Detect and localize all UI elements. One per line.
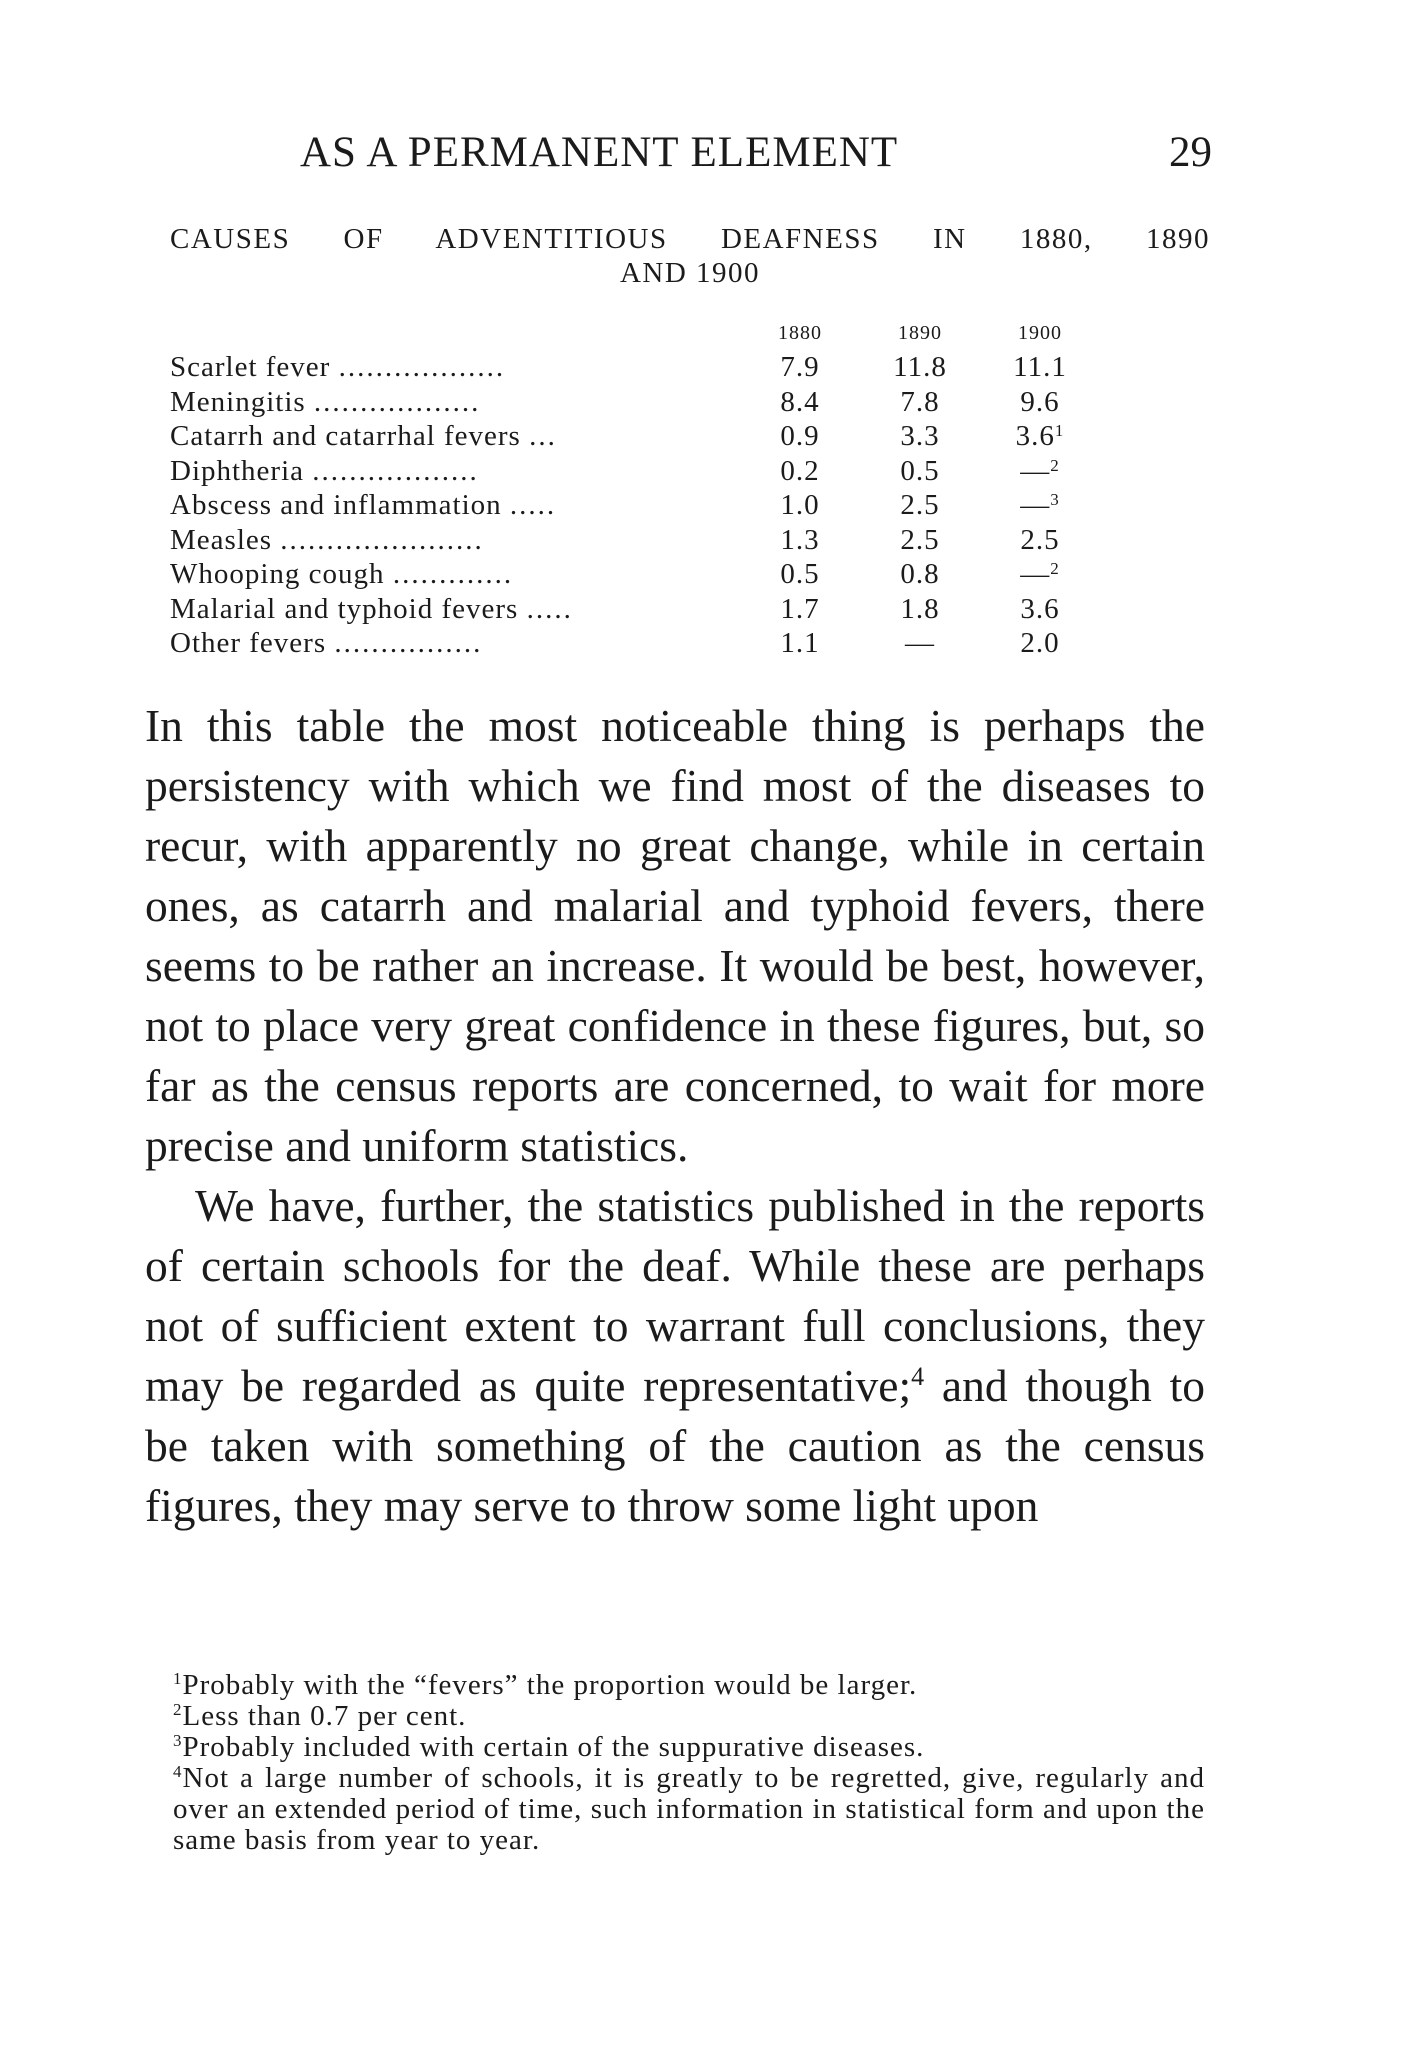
row-label: Diphtheria (170, 454, 305, 487)
footnote-marker: 2 (1050, 455, 1060, 475)
row-label-cell (170, 592, 740, 627)
row-label-cell (170, 419, 740, 454)
footnotes (145, 1670, 1205, 1856)
value-1900: 2.5 (1020, 523, 1060, 556)
row-label-cell (170, 350, 740, 385)
paragraph-1: In this table the most noticeable thing is perhaps the persistency with which we find most of the diseases to recur, with apparently no great change, while in certain ones, as catarrh and malarial and typhoid fevers, there seems to be rather an increase. It would be best, however, not to place very great confidence in these figures, but, so far as the census reports are concerned, to wait for more precise and uniform statistics. (145, 700, 1205, 1171)
value-1900-cell (980, 557, 1100, 592)
value-1900-cell (980, 350, 1100, 385)
footnote-text: Not a large number of schools, it is greatly to be regretted, give, regularly and over an extended period of time, such information in statistical form and upon the same basis from year to year. (173, 1762, 1205, 1856)
footnote-reference-4: 4 (911, 1362, 925, 1391)
table-row (170, 488, 1100, 523)
dot-leader: ............. (392, 558, 514, 590)
value-1890: 2.5 (900, 523, 940, 556)
dot-leader: ..... (509, 489, 557, 521)
value-1900: 11.1 (1013, 351, 1067, 383)
dot-leader: .................. (338, 351, 506, 383)
value-1900: — (1020, 558, 1051, 590)
value-1890: 0.5 (900, 454, 940, 487)
value-1890: 2.5 (900, 489, 940, 521)
value-1880: 0.2 (780, 454, 820, 487)
row-label: Whooping cough (170, 558, 385, 590)
value-1890: 7.8 (900, 385, 940, 418)
value-1900-cell (980, 454, 1100, 489)
deafness-causes-table (170, 318, 1100, 661)
value-1900: — (1020, 454, 1051, 487)
table-row (170, 419, 1100, 454)
value-1880: 0.9 (780, 420, 820, 452)
value-1900: 3.6 (1015, 420, 1055, 452)
value-1900: — (1020, 489, 1051, 521)
value-1900-cell (980, 419, 1100, 454)
table-caption-line-2: AND 1900 (619, 257, 761, 289)
footnote-3 (145, 1732, 1205, 1763)
value-1900-cell (980, 626, 1100, 661)
value-1880: 0.5 (780, 558, 820, 590)
value-1890: 3.3 (900, 420, 940, 452)
footnote-4 (145, 1763, 1205, 1856)
value-1880: 1.0 (780, 489, 820, 521)
page-number: 29 (1169, 129, 1212, 176)
row-label-cell (170, 626, 740, 661)
row-label: Scarlet fever (170, 351, 331, 383)
value-1900-cell (980, 523, 1100, 558)
dot-leader: .................. (313, 385, 481, 418)
dot-leader: ................ (334, 627, 483, 659)
row-label-cell (170, 488, 740, 523)
value-1900: 2.0 (1020, 627, 1060, 659)
value-1890: — (905, 627, 935, 659)
value-1890: 0.8 (900, 558, 940, 590)
value-1880: 1.3 (780, 523, 820, 556)
column-header-1880: 1880 (778, 321, 822, 344)
row-label-cell (170, 523, 740, 558)
footnote-mark: 3 (173, 1731, 183, 1750)
value-1900: 3.6 (1020, 592, 1060, 625)
row-label: Malarial and typhoid fevers (170, 592, 519, 625)
footnote-marker: 3 (1050, 490, 1060, 509)
footnote-marker: 1 (1054, 421, 1065, 440)
value-1900: 9.6 (1020, 385, 1060, 418)
row-label: Measles (170, 523, 273, 556)
dot-leader: .................. (312, 454, 479, 487)
column-header-label (170, 318, 740, 350)
table-row (170, 385, 1100, 420)
footnote-2 (145, 1701, 1205, 1732)
value-1900-cell (980, 385, 1100, 420)
value-1890: 11.8 (893, 351, 947, 383)
value-1880: 7.9 (780, 351, 820, 383)
footnote-text: Less than 0.7 per cent. (182, 1700, 467, 1732)
paragraph-2 (145, 1176, 1205, 1536)
row-label-cell (170, 385, 740, 420)
value-1880: 8.4 (780, 385, 820, 418)
dot-leader: ..... (526, 592, 573, 625)
value-1900-cell (980, 488, 1100, 523)
value-1880: 1.7 (780, 592, 820, 625)
footnote-mark: 2 (173, 1700, 183, 1719)
row-label: Meningitis (170, 385, 306, 418)
column-header-1900: 1900 (1018, 321, 1062, 344)
table-row (170, 557, 1100, 592)
table-header-row (170, 318, 1100, 350)
column-header-1890: 1890 (898, 321, 942, 344)
row-label: Abscess and inflammation (170, 489, 502, 521)
body-text (145, 696, 1205, 1536)
table-row (170, 523, 1100, 558)
paragraph-2-part-a: We have, further, the statistics published in the reports of certain schools for the deaf. While these are perhaps not of sufficient extent to warrant full conclusions, they may be regarded as quite representative; (145, 1180, 1205, 1411)
value-1880: 1.1 (780, 627, 820, 659)
footnote-mark: 1 (173, 1669, 183, 1688)
value-1900-cell (980, 592, 1100, 627)
footnote-text: Probably with the “fevers” the proportion would be larger. (182, 1669, 918, 1701)
row-label: Other fevers (170, 627, 327, 659)
table-caption (170, 222, 1210, 290)
table-caption-line-1: CAUSES OF ADVENTITIOUS DEAFNESS IN 1880, 1890 (170, 223, 1210, 255)
value-1890: 1.8 (900, 592, 940, 625)
paragraph-2-part-b: and though to be taken with something of the caution as the census figures, they may serve to throw some light upon (145, 1360, 1205, 1531)
row-label-cell (170, 557, 740, 592)
footnote-marker: 2 (1050, 559, 1060, 578)
row-label: Catarrh and catarrhal fevers (170, 420, 521, 452)
table-row (170, 350, 1100, 385)
dot-leader: ... (529, 420, 557, 452)
footnote-1 (145, 1670, 1205, 1701)
footnote-mark: 4 (173, 1762, 183, 1781)
row-label-cell (170, 454, 740, 489)
table-row (170, 626, 1100, 661)
table-row (170, 592, 1100, 627)
table-row (170, 454, 1100, 489)
dot-leader: ...................... (280, 523, 484, 556)
footnote-text: Probably included with certain of the suppurative diseases. (182, 1731, 925, 1763)
running-title: AS A PERMANENT ELEMENT (300, 129, 899, 176)
